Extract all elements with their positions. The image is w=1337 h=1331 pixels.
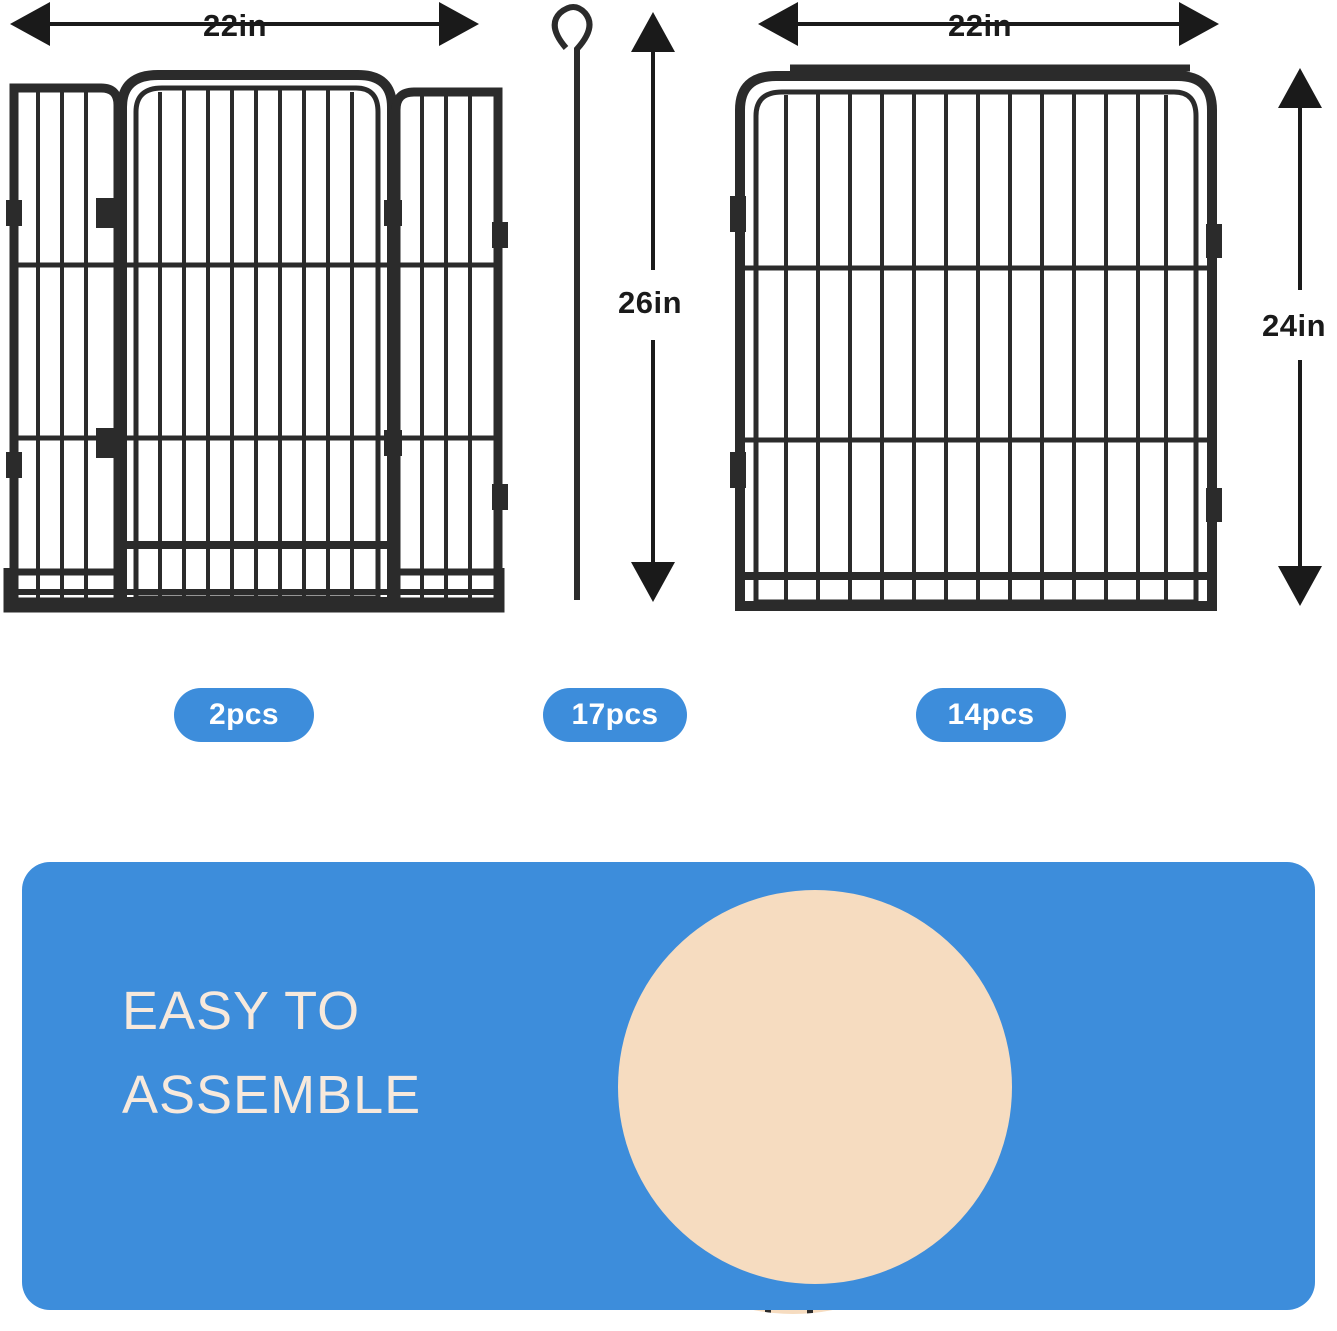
banner-headline xyxy=(122,970,602,1137)
panel-height-label: 24in xyxy=(1262,308,1327,343)
gate-panel-drawing xyxy=(6,75,508,608)
banner-headline-line1: EASY TO xyxy=(122,981,361,1041)
easy-to-assemble-banner xyxy=(22,862,1315,1310)
ground-stake-drawing xyxy=(555,7,590,600)
panel-count-badge: 14pcs xyxy=(916,688,1066,742)
assembly-closeup-photo xyxy=(618,890,1012,1284)
stake-height-label: 26in xyxy=(618,285,683,320)
gate-width-label: 22in xyxy=(203,8,268,43)
panel-width-label: 22in xyxy=(948,8,1013,43)
gate-panel-count-badge: 2pcs xyxy=(174,688,314,742)
stake-count-badge: 17pcs xyxy=(543,688,687,742)
plain-panel-drawing xyxy=(730,68,1222,606)
banner-headline-line2: ASSEMBLE xyxy=(122,1064,422,1125)
